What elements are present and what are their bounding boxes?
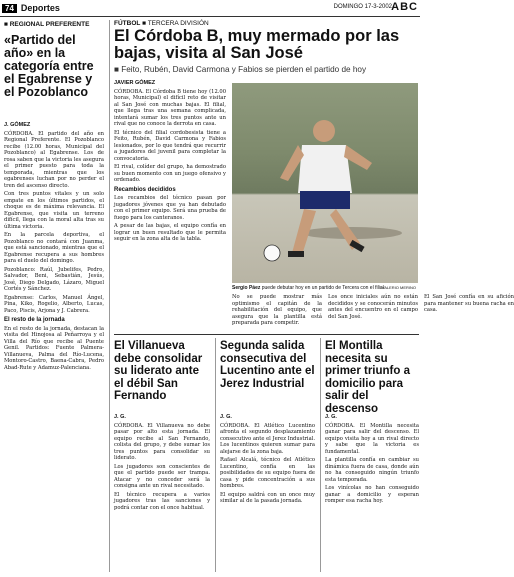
main-paragraph: Los recambios del técnico pasan por jugadores jóvenes que ya han debutado con el primer equipo. Será una prueba de fuego para los canteranos. (114, 195, 226, 221)
page-header (0, 0, 420, 17)
left-subhead: El resto de la jornada (4, 317, 65, 323)
left-paragraph: En la parcela deportiva, el Pozoblanco no contará con Juanma, que está sancionado, mientras que el Egabrense recupera a sus hombres para el duelo del domingo. (4, 232, 104, 264)
main-article-col1 (114, 80, 226, 324)
main-author: JAVIER GÓMEZ (114, 80, 156, 86)
bottom-paragraph: El técnico recupera a varios jugadores tras las sanciones y podrá contar con el once habitual. (114, 491, 210, 511)
section-name: Deportes (20, 3, 60, 13)
football-photo (232, 83, 418, 283)
bottom-article-2 (220, 414, 315, 572)
bottom-paragraph: La plantilla confía en cambiar su dinámica fuera de casa, donde aún no ha conseguido ningún triunfo esta temporada. (325, 457, 419, 483)
bottom-paragraph: CÓRDOBA. El Atlético Lucentino afronta el segundo desplazamiento consecutivo ante el Jerez Industrial. Los lucentinos quieren sumar para alejarse de la zona baja. (220, 422, 315, 455)
left-paragraph: En el resto de la jornada, destacan la visita del Hinojosa al Peñarroya y el Villa del Río que recibe al Puente Genil. Partidos: Fuente Palmera-Villanueva, Palma del Río-Lucena, Montoro-Castro, Baena-Cabra, Pedro Abad-Rute y Adamuz-Palenciana. (4, 325, 104, 371)
main-paragraph: El técnico del filial cordobesista tiene a Feito, Rubén, David Carmona y Fabios lesionados, por lo que tendrá que recurrir a jugadores del juvenil para completar la convocatoria. (114, 129, 226, 162)
main-paragraph: No se puede mostrar más optimismo el capitán de la rehabilitación del equipo, que asegura que la plantilla está preparada para competir. (232, 294, 322, 326)
main-subhead: Recambios decididos (114, 186, 176, 193)
left-paragraph: Pozoblanco: Raúl, Jubelifes, Pedro, Salvador, Beni, Sebastián, Jesús, José, Diego Delgado, Lázaro, Miguel Cortés y Sánchez. (4, 266, 104, 292)
left-article (4, 122, 104, 572)
bottom-headline-1: El Villanueva debe consolidar su liderato ante el débil San Fernando (114, 340, 203, 402)
photo-caption: Sergio Páez puede debutar hoy en un partido de Tercera con el filial (232, 285, 384, 291)
main-paragraph: El rival, colíder del grupo, ha demostrado su buen momento con un juego ofensivo y ordenado. (114, 164, 226, 183)
main-kicker: FÚTBOL ■ TERCERA DIVISIÓN (114, 20, 209, 27)
bottom-headline-3: El Montilla necesita su primer triunfo a domicilio para salir del descenso (325, 340, 410, 415)
column-divider (215, 338, 216, 572)
bottom-paragraph: CÓRDOBA. El Montilla necesita ganar para salir del descenso. El equipo visita hoy a un rival directo y sabe que la victoria es fundamental. (325, 422, 419, 455)
bottom-article-1 (114, 414, 210, 572)
left-paragraph: Con tres puntos vitales y un solo empate en los últimos partidos, el choque es de máxima relevancia. El Egabrense, que visita un terreno difícil, llega con la moral alta tras su última victoria. (4, 191, 104, 230)
bottom-paragraph: Rafael Alcalá, técnico del Atlético Lucentino, confía en las posibilidades de su equipo fuera de casa y pide concentración a sus hombres. (220, 457, 315, 489)
main-paragraph: A pesar de las bajas, el equipo confía en lograr un buen resultado que le permita seguir en la zona alta de la tabla. (114, 223, 226, 242)
bottom-headline-2: Segunda salida consecutiva del Lucentino ante el Jerez Industrial (220, 340, 315, 390)
main-paragraph: Los once iniciales aún no están decididos y se conocerán minutos antes del encuentro en el campo del San José. (328, 294, 418, 320)
main-headline: El Córdoba B, muy mermado por las bajas, visita al San José (114, 27, 400, 62)
main-paragraph: CÓRDOBA. El Córdoba B tiene hoy (12.00 horas, Municipal) el difícil reto de visitar al San José con muchas bajas. El filial, que llega tras una semana complicada, intentará sumar los tres puntos ante un rival que no conoce la derrota en casa. (114, 88, 226, 127)
bottom-paragraph: CÓRDOBA. El Villanueva no debe pasar por alto esta jornada. El equipo recibe al San Fernando, colista del grupo, y debe sumar los tres puntos para consolidar su liderato. (114, 422, 210, 461)
bottom-paragraph: Los vinícolas no han conseguido ganar a domicilio y esperan romper esa racha hoy. (325, 485, 419, 504)
left-paragraph: Egabrense: Carlos, Manuel Ángel, Pina, Kiko, Rogelio, Alberto, Lucas, Paco, Piscis, Arjona y J. Cabrera. (4, 294, 104, 314)
bottom-author: J. G. (220, 414, 232, 420)
left-kicker: ■ REGIONAL PREFERENTE (4, 21, 90, 28)
section-rule (114, 334, 419, 335)
column-divider (320, 338, 321, 572)
bottom-paragraph: El equipo saldrá con un once muy similar al de la pasada jornada. (220, 491, 315, 504)
main-article-col2 (232, 294, 514, 332)
left-author: J. GÓMEZ (4, 122, 31, 128)
left-paragraph: CÓRDOBA. El partido del año en Regional Preferente. El Pozoblanco recibe (12.00 horas, Municipal del Pozoblanco) al Egabrense. Los de rosa saben que la victoria les asegura el primer puesto para toda la temporada, mientras que los egabrenses luchan por no perder el tren del ascenso directo. (4, 130, 104, 189)
brand-logo: ABC (391, 1, 418, 13)
main-paragraph: El San José confía en su afición para mantener su buena racha en casa. (424, 294, 514, 313)
main-deck: ■ Feito, Rubén, David Carmona y Fabios se pierden el partido de hoy (114, 65, 367, 74)
bottom-author: J. G. (325, 414, 337, 420)
bottom-article-3 (325, 414, 419, 572)
bottom-paragraph: Los jugadores son conscientes de que el partido puede ser trampa. Atacar y no conceder será la consigna ante un rival necesitado. (114, 463, 210, 489)
issue-date: DOMINGO 17-3-2002 (333, 4, 392, 10)
column-divider (109, 20, 110, 572)
page-number: 74 (2, 4, 17, 13)
bottom-author: J. G. (114, 414, 126, 420)
left-headline: «Partido del año» en la categoría entre el Egabrense y el Pozoblanco (4, 33, 94, 99)
photo-credit: VALERIO MERINO (381, 285, 416, 290)
football-player-illustration (232, 83, 418, 283)
